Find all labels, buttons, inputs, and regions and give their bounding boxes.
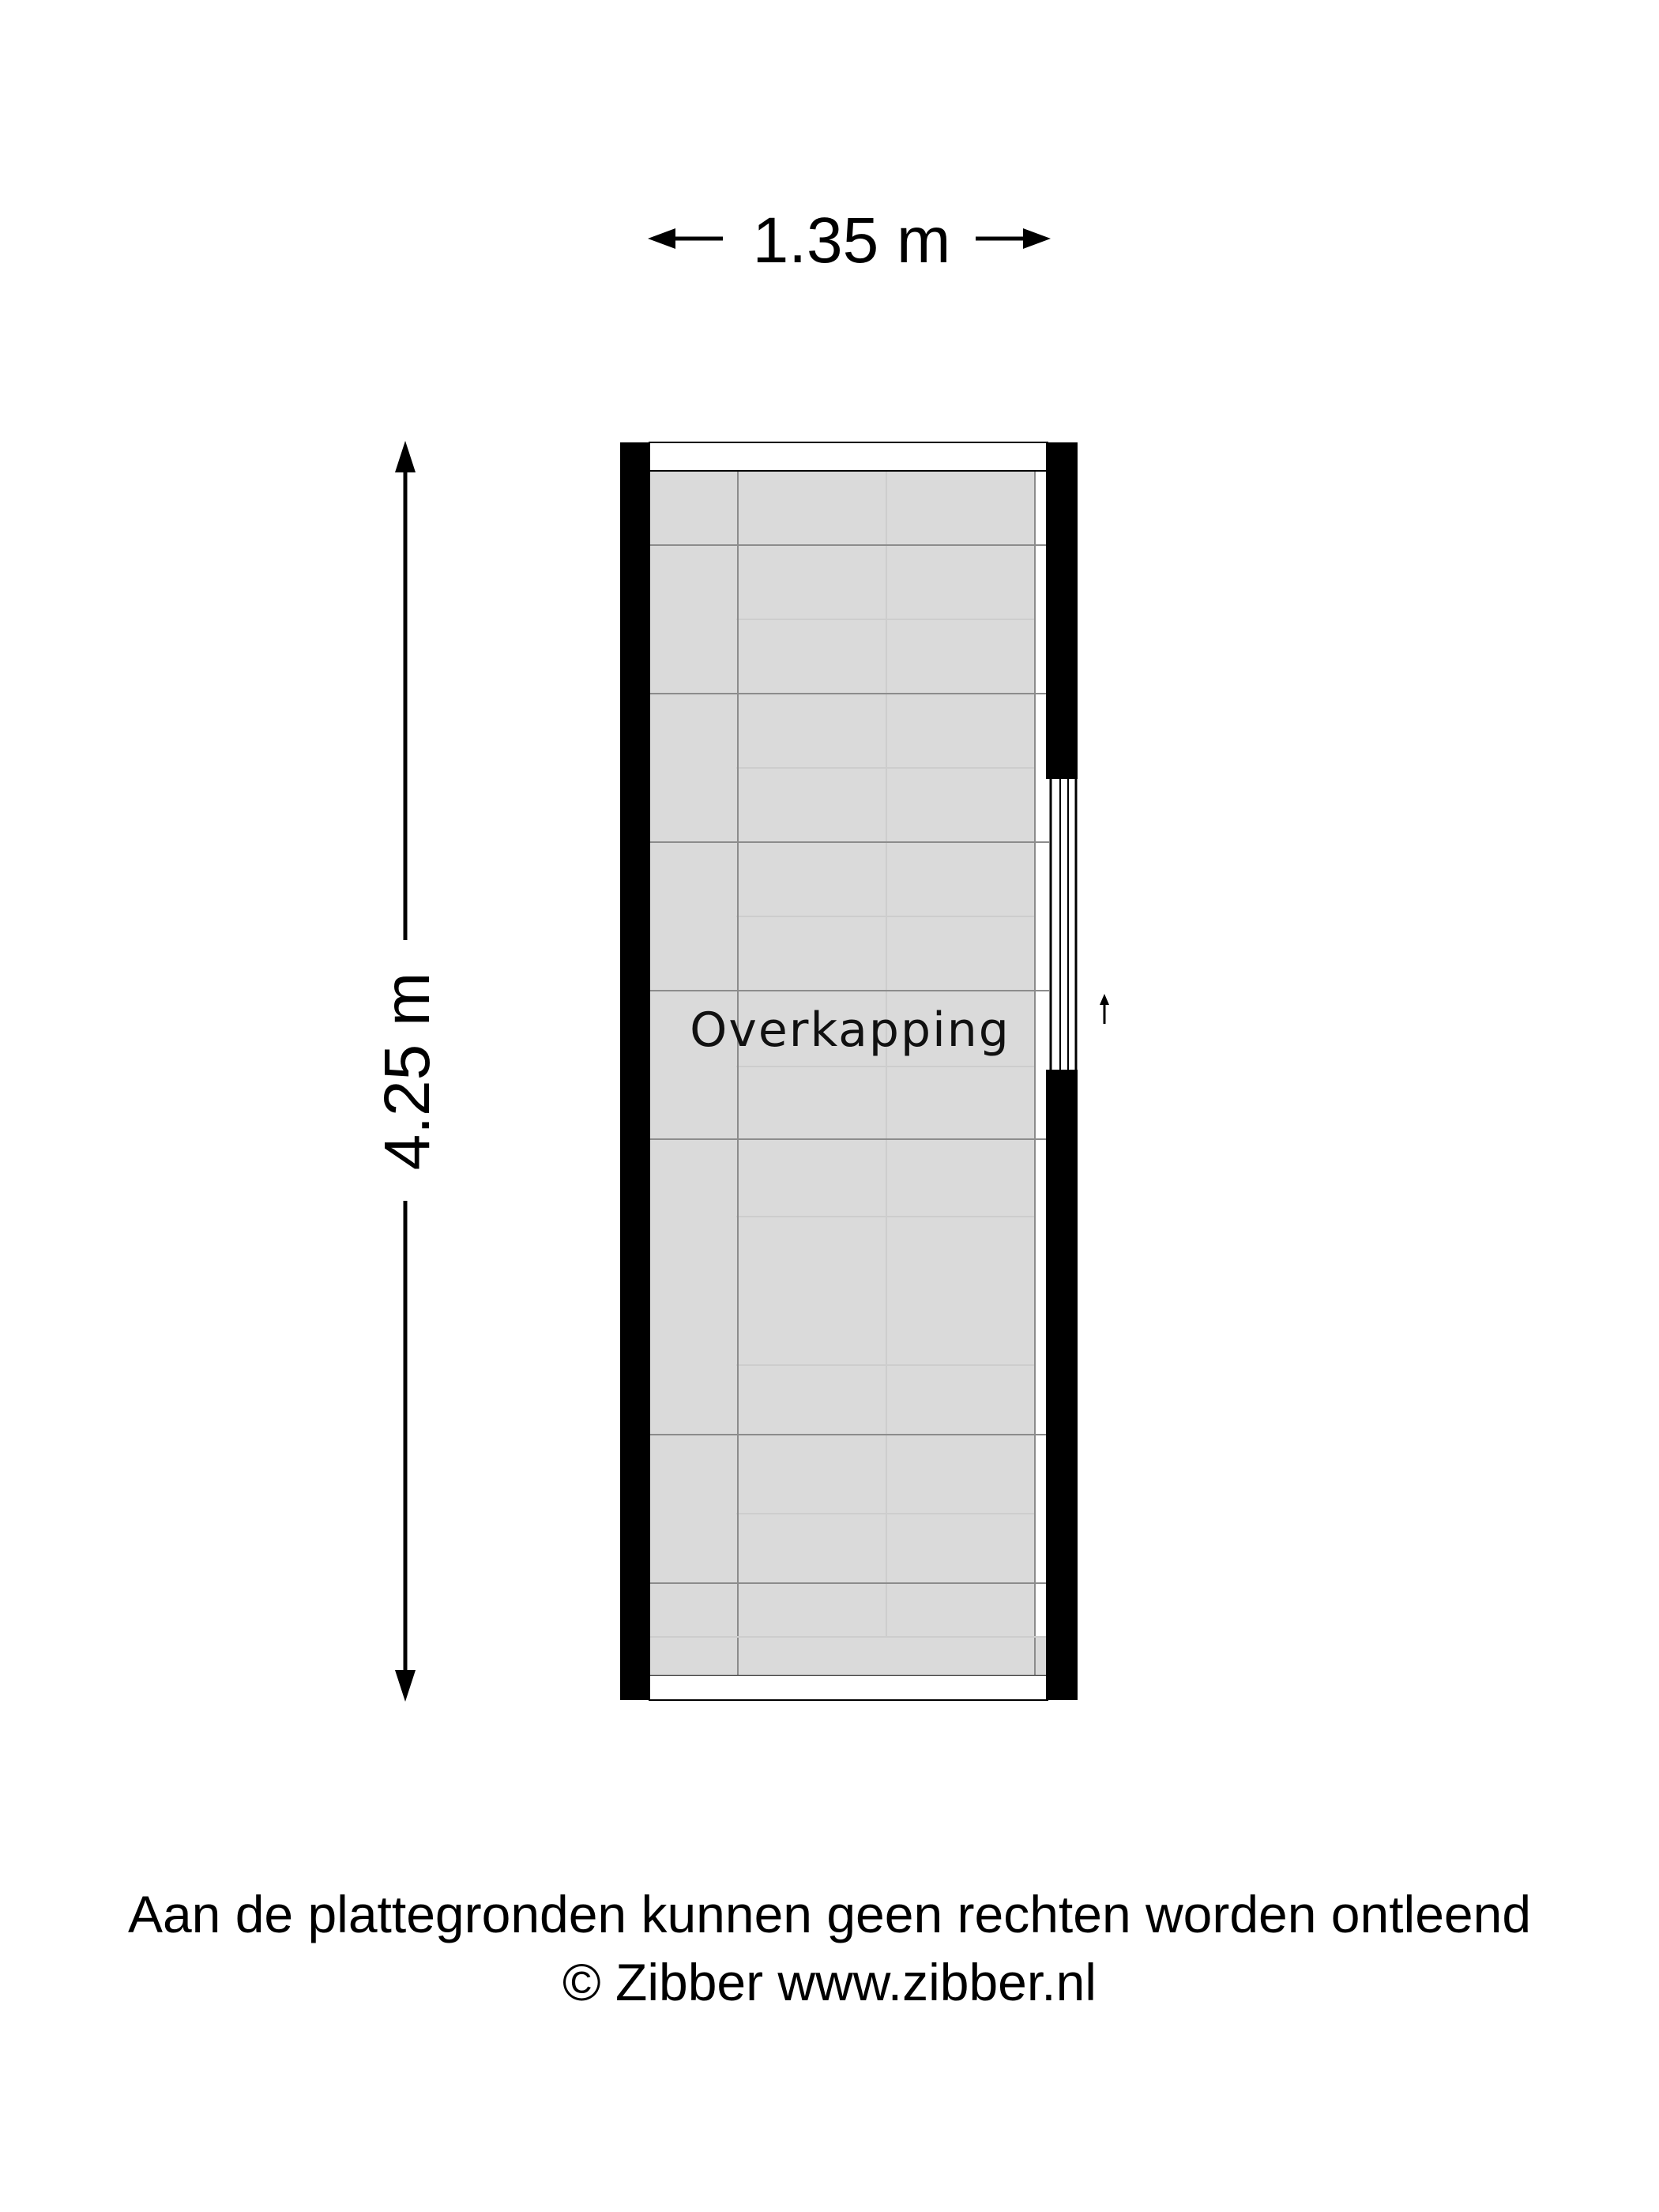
height-label: 4.25 m — [371, 972, 443, 1171]
left-wall — [620, 442, 650, 1700]
bottom-opening — [649, 1675, 1048, 1700]
door-opening — [1051, 779, 1078, 1070]
room-overkapping — [649, 442, 1049, 1700]
down-arrow-icon — [395, 1670, 416, 1702]
width-dimension — [648, 205, 1051, 276]
right-wall-upper — [1046, 442, 1078, 779]
top-opening — [649, 442, 1048, 471]
left-arrow-icon — [648, 228, 675, 249]
copyright-text: © Zibber www.zibber.nl — [562, 1953, 1097, 2011]
right-wall-lower — [1046, 1070, 1078, 1700]
right-arrow-icon — [1023, 228, 1051, 249]
entrance-arrow-icon — [1100, 994, 1109, 1024]
width-label: 1.35 m — [752, 205, 951, 276]
disclaimer-text: Aan de plattegronden kunnen geen rechten worden ontleend — [127, 1885, 1532, 1943]
room-floor-bottom-strip — [649, 1637, 1048, 1675]
up-arrow-icon — [395, 441, 416, 472]
room-label: Overkapping — [690, 1003, 1010, 1058]
height-dimension — [371, 441, 443, 1702]
